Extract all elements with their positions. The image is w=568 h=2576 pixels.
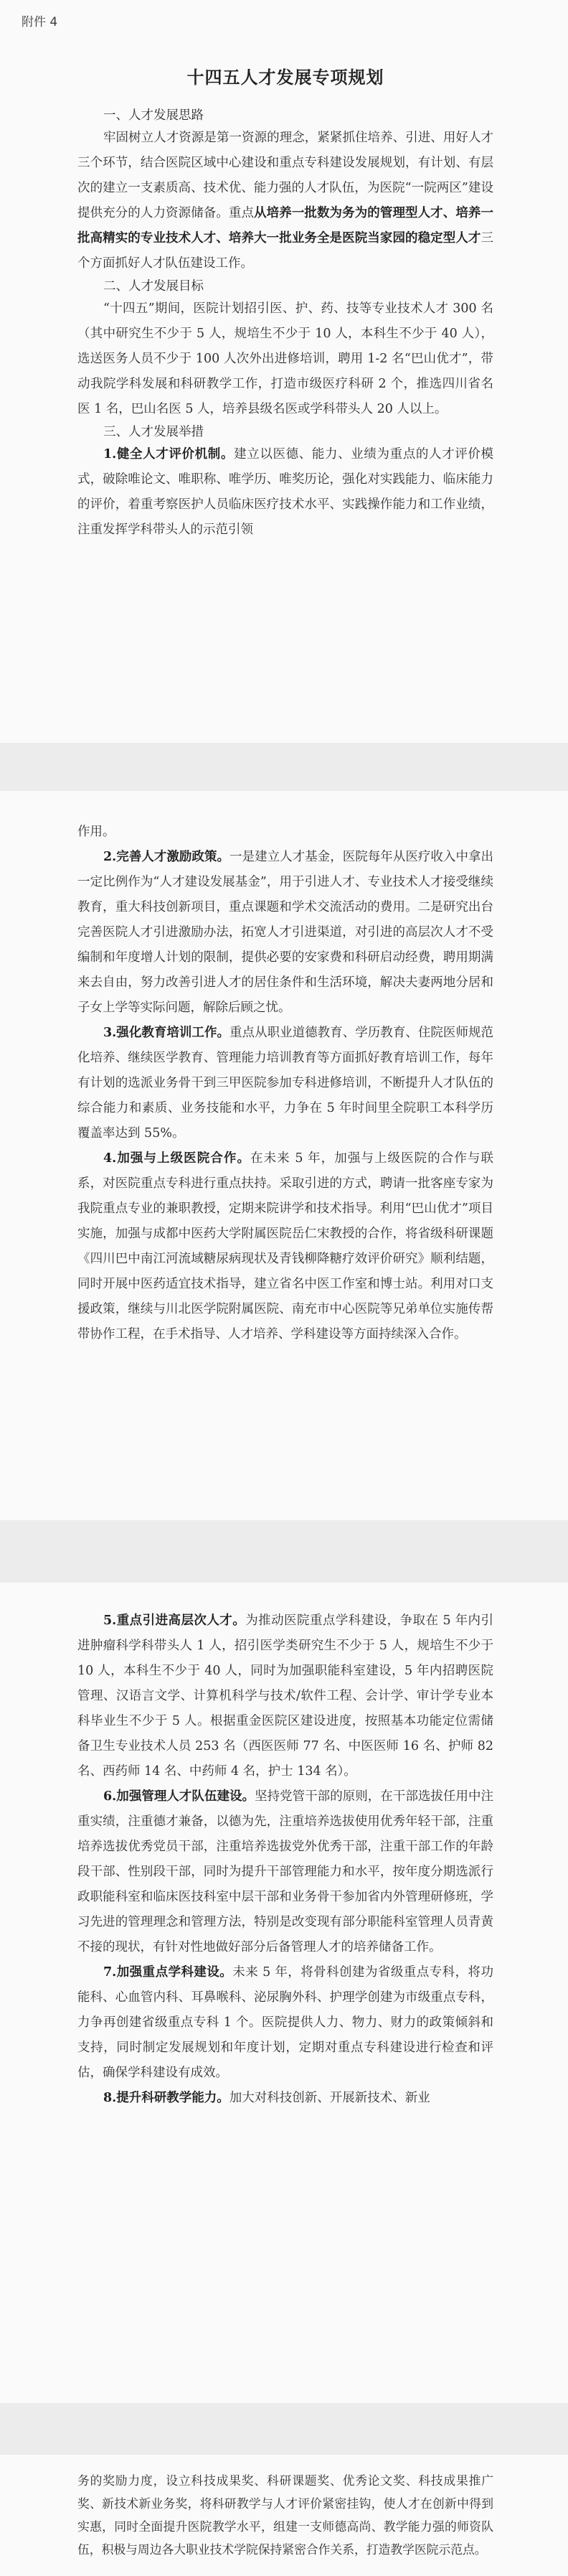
measure-7-paragraph bbox=[77, 1960, 493, 2086]
measure-2-text: 一是建立人才基金，医院每年从医疗收入中拿出一定比例作为“人才建设发展基金”，用于引进人才、专业技术人才接受继续教育，重大科技创新项目，重点课题和学术交流活动的费用。二是研究出台完善医院人才引进激励办法，拓宽人才引进渠道，对引进的高层次人才不受编制和年度增人计划的限制，提供必要的安家费和科研启动经费，聘用期满来去自由，努力改善引进人才的居住条件和生活环境，解决夫妻两地分居和子女上学等实际问题，解除后顾之忧。 bbox=[77, 850, 493, 1015]
measure-8-text: 加大对科技创新、开展新技术、新业 bbox=[229, 2091, 430, 2105]
measure-2-paragraph bbox=[77, 845, 493, 1021]
page-3-content bbox=[77, 1583, 493, 2111]
section-2-heading: 二、人才发展目标 bbox=[103, 279, 204, 294]
page-4-content bbox=[77, 2455, 493, 2561]
page-1-content bbox=[77, 106, 493, 543]
measure-3-title: 3.强化教育培训工作。 bbox=[103, 1026, 230, 1040]
measure-1-continuation: 作用。 bbox=[77, 825, 115, 839]
measure-2-title: 2.完善人才激励政策。 bbox=[103, 850, 230, 864]
measure-8-title: 8.提升科研教学能力。 bbox=[103, 2091, 229, 2105]
measure-3-paragraph bbox=[77, 1021, 493, 1146]
section-1-heading: 一、人才发展思路 bbox=[103, 108, 204, 123]
section-1-paragraph bbox=[77, 126, 493, 276]
document-page-1 bbox=[0, 0, 568, 743]
measure-8-continuation: 务的奖励力度，设立科技成果奖、科研课题奖、优秀论文奖、科技成果推广奖、新技术新业务奖，将科研教学与人才评价紧密挂钩，使人才在创新中得到实惠，同时全面提升医院教学水平，组建一支师德高尚、教学能力强的师资队伍，积极与周边各大职业技术学院保持紧密合作关系，打造教学医院示范点。 bbox=[77, 2473, 493, 2557]
page-2-content bbox=[77, 791, 493, 1347]
measure-4-title: 4.加强与上级医院合作。 bbox=[103, 1151, 251, 1166]
document-page-3 bbox=[0, 1583, 568, 2403]
section-1-text: 牢固树立人才资源是第一资源的理念，紧紧抓住培养、引进、用好人才三个环节，结合医院区域中心建设和重点专科建设发展规划，有计划、有层次的建立一支素质高、技术优、能力强的人才队伍，为医院“一院两区”建设提供充分的人力资源储备。重点 bbox=[77, 131, 493, 220]
measure-5-title: 5.重点引进高层次人才。 bbox=[103, 1613, 246, 1628]
measure-4-text: 在未来 5 年，加强与上级医院的合作与联系，对医院重点专科进行重点扶持。采取引进的方式，聘请一批客座专家为我院重点专业的兼职教授，定期来院讲学和技术指导。利用“巴山优才”项目实施，加强与成都中医药大学附属医院岳仁宋教授的合作，将省级科研课题《四川巴中南江河流域糖尿病现状及青钱柳降糖疗效评价研究》顺利结题，同时开展中医药适宜技术指导，建立省名中医工作室和博士站。利用对口支援政策，继续与川北医学院附属医院、南充市中心医院等兄弟单位实施传帮带协作工程，在手术指导、人才培养、学科建设等方面持续深入合作。 bbox=[77, 1151, 493, 1341]
measure-6-title: 6.加强管理人才队伍建设。 bbox=[103, 1789, 255, 1804]
attachment-label: 附件 4 bbox=[22, 15, 58, 29]
section-1-tail: 三个方面抓好人才队伍建设工作。 bbox=[77, 231, 493, 271]
measure-1-title: 1.健全人才评价机制。 bbox=[103, 447, 235, 462]
document-page-2 bbox=[0, 791, 568, 1520]
measure-6-paragraph bbox=[77, 1784, 493, 1960]
measure-1-text: 建立以医德、能力、业绩为重点的人才评价模式，破除唯论文、唯职称、唯学历、唯奖历论，强化对实践能力、临床能力的评价，着重考察医护人员临床医疗技术水平、实践操作能力和工作业绩，注重发挥学科带头人的示范引领 bbox=[77, 447, 493, 537]
measure-1-paragraph bbox=[77, 442, 493, 543]
measure-5-text: 为推动医院重点学科建设，争取在 5 年内引进肿瘤科学科带头人 1 人，招引医学类研究生不少于 5 人，规培生不少于 10 人，本科生不少于 40 人，同时为加强职能科室建设，5 年内招聘医院管理、汉语言文学、计算机科学与技术/软件工程、会计学、审计学专业本科毕业生不少于 5 人。根据重金医院区建设进度，按照基本功能定位需储备卫生专业技术人员 253 名（西医医师 77 名、中医医师 16 名、护师 82 名、西药师 14 名、中药师 4 名，护士 134 名）。 bbox=[77, 1613, 493, 1779]
section-2-paragraph: “十四五”期间，医院计划招引医、护、药、技等专业技术人才 300 名（其中研究生不少于 5 人，规培生不少于 10 人，本科生不少于 40 人），选送医务人员不少于 100 人次外出进修培训，聘用 1-2 名“巴山优才”，带动我院学科发展和科研教学工作，打造市级医疗科研 2 个，推选四川省名医 1 名，巴山名医 5 人，培养县级名医或学科带头人 20 人以上。 bbox=[77, 301, 493, 416]
measure-8-paragraph bbox=[77, 2086, 493, 2111]
document-page-4 bbox=[0, 2455, 568, 2576]
measure-5-paragraph bbox=[77, 1608, 493, 1784]
measure-7-text: 未来 5 年，将骨科创建为省级重点专科，将功能科、心血管内科、耳鼻喉科、泌尿胸外科、护理学创建为市级重点专科，力争再创建省级重点专科 1 个。医院提供人力、物力、财力的政策倾斜和支持，同时制定发展规划和年度计划，定期对重点专科建设进行检查和评估，确保学科建设有成效。 bbox=[77, 1965, 493, 2080]
measure-7-title: 7.加强重点学科建设。 bbox=[103, 1965, 233, 1980]
section-3-heading: 三、人才发展举措 bbox=[103, 425, 204, 439]
document-title: 十四五人才发展专项规划 bbox=[186, 67, 384, 88]
measure-4-paragraph bbox=[77, 1146, 493, 1347]
section-1-emphasis: 从培养一批数为务为的管理型人才、培养一批高精实的专业技术人才、培养大一批业务全是医院当家园的稳定型人才 bbox=[77, 206, 493, 245]
measure-6-text: 坚持党管干部的原则，在干部选拔任用中注重实绩，注重德才兼备，以德为先，注重培养选拔使用优秀年轻干部，注重培养选拔优秀党员干部，注重培养选拔党外优秀干部，注重干部工作的年龄段干部、性别段干部，同时为提升干部管理能力和水平，按年度分期选派行政职能科室和临床医技科室中层干部和业务骨干参加省内外管理研修班，学习先进的管理理念和管理方法，特别是改变现有部分职能科室管理人员青黄不接的现状，有针对性地做好部分后备管理人才的培养储备工作。 bbox=[77, 1789, 493, 1954]
measure-3-text: 重点从职业道德教育、学历教育、住院医师规范化培养、继续医学教育、管理能力培训教育等方面抓好教育培训工作，每年有计划的选派业务骨干到三甲医院参加专科进修培训，不断提升人才队伍的综合能力和素质、业务技能和水平，力争在 5 年时间里全院职工本科学历覆盖率达到 55%。 bbox=[77, 1026, 493, 1141]
